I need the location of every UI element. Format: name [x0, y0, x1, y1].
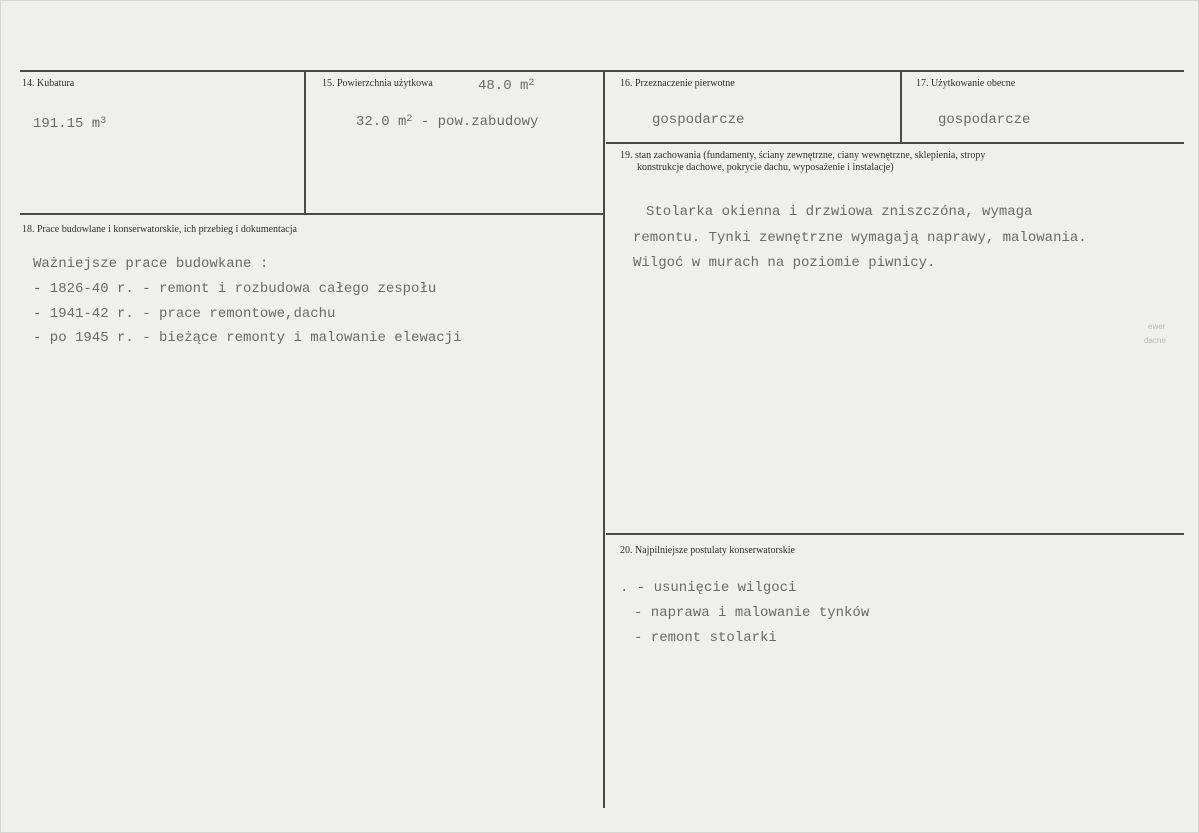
field-19-line: Wilgoć w murach na poziomie piwnicy. [633, 255, 936, 271]
rule-right-upper [606, 142, 1184, 144]
field-14-value [33, 116, 106, 134]
field-15-built-number: 32.0 m [356, 114, 407, 130]
field-18-line: - 1826-40 r. - remont i rozbudowa całego zespołu [33, 281, 437, 297]
field-16-label: 16. Przeznaczenie pierwotne [620, 78, 735, 89]
field-20-line: . - usunięcie wilgoci [620, 580, 797, 596]
field-15-area-number: 48.0 m [478, 78, 529, 94]
field-18-line: - po 1945 r. - bieżące remonty i malowanie elewacji [33, 330, 462, 346]
field-18-label: 18. Prace budowlane i konserwatorskie, ich przebieg i dokumentacja [22, 224, 297, 235]
field-19-label-line2: konstrukcje dachowe, pokrycie dachu, wyposażenie i instalacje) [637, 162, 894, 173]
field-14-number: 191.15 m [33, 116, 101, 132]
field-14-label: 14. Kubatura [22, 78, 75, 89]
field-18-line: Ważniejsze prace budowkane : [33, 256, 269, 272]
field-19-label-line1: 19. stan zachowania (fundamenty, ściany zewnętrzne, ciany wewnętrzne, sklepienia, stropy [620, 150, 986, 161]
field-20-line: - remont stolarki [634, 630, 777, 646]
field-15-area-value [478, 78, 534, 96]
field-14-unit-exponent: 3 [100, 116, 107, 127]
field-19-line: Stolarka okienna i drzwiowa zniszczóna, wymaga [646, 204, 1033, 220]
rule-left-mid [20, 213, 603, 215]
field-15-area-exponent: 2 [528, 78, 535, 89]
field-19-margin-mark: ewer [1148, 322, 1166, 331]
field-15-label: 15. Powierzchnia użytkowa [322, 78, 433, 89]
rule-col-14-15 [304, 70, 306, 214]
field-20-line: - naprawa i malowanie tynków [634, 605, 870, 621]
rule-center [603, 70, 605, 808]
field-18-line: - 1941-42 r. - prace remontowe,dachu [33, 306, 336, 322]
field-17-label: 17. Użytkowanie obecne [916, 78, 1016, 89]
rule-right-lower [606, 533, 1184, 535]
field-19-line: remontu. Tynki zewnętrzne wymagają naprawy, malowania. [633, 230, 1087, 246]
rule-col-16-17 [900, 70, 902, 143]
field-15-built-value [356, 114, 538, 132]
field-20-label: 20. Najpilniejsze postulaty konserwatorskie [620, 545, 795, 556]
field-15-built-suffix: - pow.zabudowy [412, 114, 539, 130]
top-rule [20, 70, 1184, 72]
field-19-margin-mark: dacne [1144, 336, 1166, 345]
field-16-value: gospodarcze [652, 112, 745, 128]
field-15-built-exponent: 2 [406, 114, 413, 125]
field-17-value: gospodarcze [938, 112, 1031, 128]
